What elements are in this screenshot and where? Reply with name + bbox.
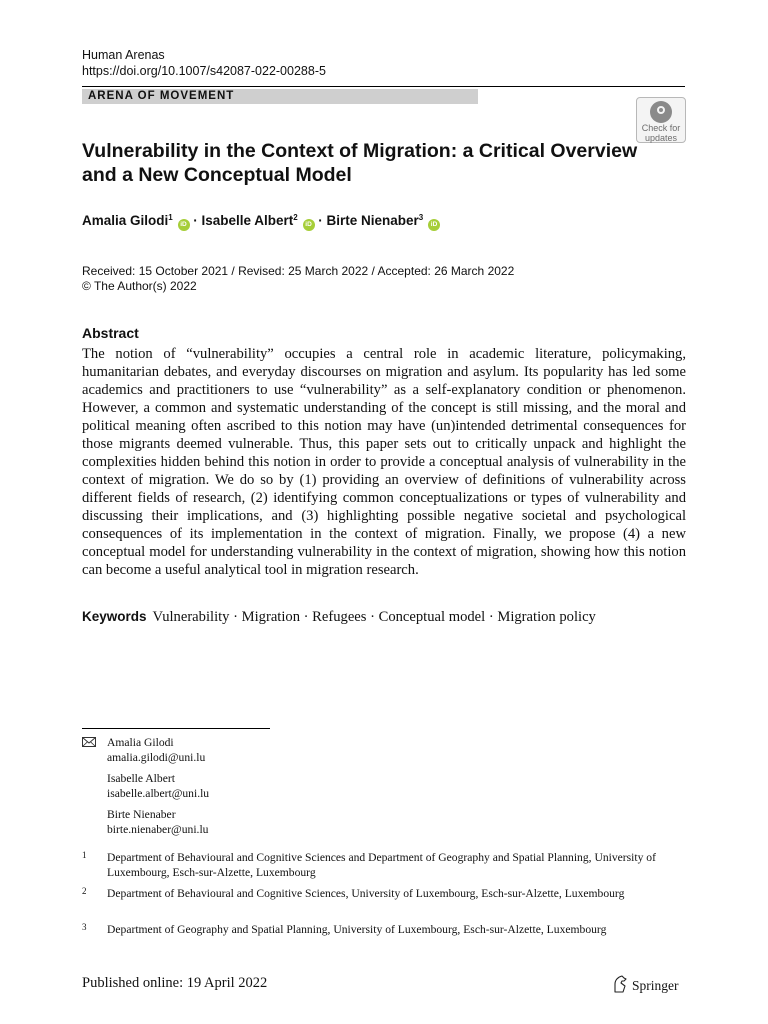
keywords: [82, 608, 702, 626]
published-date: Published online: 19 April 2022: [82, 975, 268, 991]
affiliation-number: 1: [82, 850, 87, 860]
header-rule: [82, 86, 685, 87]
affiliation-text: Department of Geography and Spatial Planning, University of Luxembourg, Esch-sur-Alzette, Luxembourg: [107, 923, 607, 936]
affiliation-ref: 2: [293, 213, 298, 222]
crossmark-label-1: Check for: [641, 123, 681, 133]
orcid-icon[interactable]: iD: [428, 219, 440, 231]
author-list: [82, 209, 440, 231]
springer-horse-icon: [612, 975, 628, 993]
crossmark-icon: [650, 101, 672, 123]
publisher-name: Springer: [632, 978, 679, 993]
keywords-label: Keywords: [82, 609, 147, 624]
author-name[interactable]: Birte Nienaber: [326, 213, 419, 228]
section-label: ARENA OF MOVEMENT: [82, 89, 478, 104]
affiliation-ref: 3: [418, 213, 424, 222]
affiliation-text: Department of Behavioural and Cognitive Sciences and Department of Geography and Spatial Planning, University of Luxembourg, Esch-sur-Alzette, Luxembourg: [107, 851, 656, 879]
contact-email[interactable]: birte.nienaber@uni.lu: [107, 823, 209, 836]
abstract-body: The notion of “vulnerability” occupies a central role in academic literature, policymaking, humanitarian debates, and everyday discourses on migration and asylum. Its popularity has led some academics and practitioners to use “vulnerability” as a self-explanatory condition or phenomenon. However, a common and systematic understanding of the concept is still missing, and the moral and political meaning often ascribed to this notion may have (un)intended detrimental consequences for those migrants deemed vulnerable. Thus, this paper sets out to critically unpack and highlight the complexities hidden behind this notion in order to provide a conceptual analysis of vulnerability in the context of migration. We do so by (1) providing an overview of definitions of vulnerability across different fields of research, (2) identifying common conceptualizations or types of vulnerability and discussing their implications, and (3) highlighting possible negative societal and psychological consequences of its implementation in the context of migration. Finally, we propose (4) a new conceptual model for understanding vulnerability in the context of migration, showing how this notion can become a useful analytical tool in migration research.: [82, 346, 686, 578]
author-separator: ·: [314, 213, 327, 228]
affiliation-number: 2: [82, 886, 87, 896]
crossmark-button[interactable]: [636, 97, 686, 143]
affiliation-text: Department of Behavioural and Cognitive Sciences, University of Luxembourg, Esch-sur-Alzette, Luxembourg: [107, 887, 625, 900]
contact-name: Birte Nienaber: [107, 808, 176, 821]
abstract-heading: Abstract: [82, 325, 139, 341]
copyright: © The Author(s) 2022: [82, 279, 197, 293]
contact-email[interactable]: amalia.gilodi@uni.lu: [107, 751, 206, 764]
author-name[interactable]: Isabelle Albert: [201, 213, 294, 228]
affiliation-ref: 1: [168, 213, 173, 222]
keywords-list: Vulnerability · Migration · Refugees · Conceptual model · Migration policy: [152, 609, 596, 625]
contact-entry: [107, 807, 208, 837]
author-name[interactable]: Amalia Gilodi: [82, 213, 169, 228]
doi-link[interactable]: https://doi.org/10.1007/s42087-022-00288-5: [82, 64, 326, 78]
envelope-icon: [82, 737, 96, 747]
contact-email[interactable]: isabelle.albert@uni.lu: [107, 787, 210, 800]
article-title: Vulnerability in the Context of Migration: a Critical Overview and a New Conceptual Model: [82, 140, 638, 186]
contact-entry: [107, 771, 209, 801]
publisher-logo[interactable]: [612, 975, 679, 993]
author-separator: ·: [189, 213, 202, 228]
journal-name: Human Arenas: [82, 48, 165, 62]
affiliation-number: 3: [82, 922, 87, 932]
crossmark-label-2: updates: [644, 133, 678, 143]
contact-name: Isabelle Albert: [107, 772, 175, 785]
orcid-icon[interactable]: iD: [178, 219, 190, 231]
article-dates: [82, 264, 514, 294]
journal-info: [82, 47, 326, 79]
orcid-icon[interactable]: iD: [303, 219, 315, 231]
contact-entry: [107, 735, 205, 765]
footnote-rule: [82, 728, 270, 729]
article-history: Received: 15 October 2021 / Revised: 25 March 2022 / Accepted: 26 March 2022: [82, 264, 515, 278]
contact-name: Amalia Gilodi: [107, 736, 174, 749]
